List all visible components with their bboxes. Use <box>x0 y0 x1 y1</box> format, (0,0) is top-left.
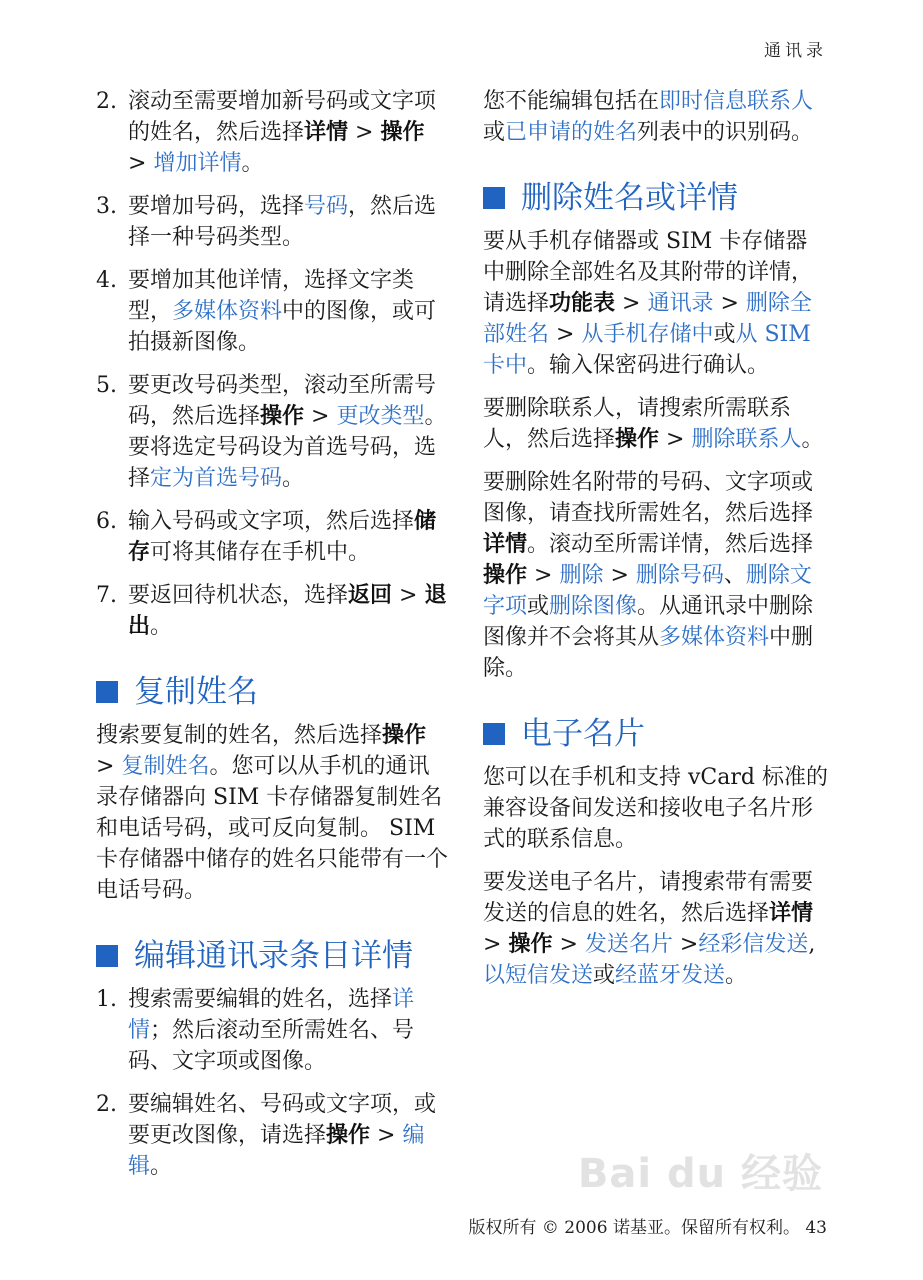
menu-path-link[interactable]: 详情 <box>128 987 415 1043</box>
text-run: > <box>96 754 122 779</box>
menu-path-link[interactable]: 增加详情 <box>153 151 242 176</box>
text-run: > <box>483 932 509 957</box>
text-run: 您可以在手机和支持 vCard 标准的兼容设备间发送和接收电子名片形式的联系信息。 <box>483 765 828 852</box>
menu-path-link[interactable]: 以短信发送 <box>483 963 594 988</box>
menu-path-link[interactable]: 删除号码 <box>635 563 724 588</box>
list-item-text <box>128 984 448 1077</box>
list-item-number: 1. <box>96 987 117 1012</box>
text-run: 列表中的识别码。 <box>637 120 814 145</box>
text-run: 或 <box>527 594 550 619</box>
text-run: , <box>808 932 816 957</box>
para-card-send <box>483 867 828 991</box>
heading-delete <box>483 178 828 218</box>
list-item-number: 2. <box>96 89 117 114</box>
list-item <box>96 370 448 494</box>
text-run: > <box>552 932 585 957</box>
list-item <box>96 984 448 1077</box>
list-item-number: 2. <box>96 1092 117 1117</box>
text-run: 。输入保密码进行确认。 <box>527 353 770 378</box>
text-run: > <box>549 322 582 347</box>
text-run: 中的图像，或可拍摄新图像。 <box>128 299 437 355</box>
heading-delete-text: 删除姓名或详情 <box>521 180 738 216</box>
text-run: 。您可以从手机的通讯录存储器向 SIM 卡存储器复制姓名和电话号码，或可反向复制。 SIM 卡存储器中储存的姓名只能带有一个电话号码。 <box>96 754 449 903</box>
menu-path-link[interactable]: 删除全部姓名 <box>483 291 812 347</box>
menu-path-link[interactable]: 多媒体资料 <box>172 299 283 324</box>
heading-edit-entry <box>96 936 448 976</box>
heading-edit-entry-text: 编辑通讯录条目详情 <box>134 938 413 974</box>
text-run: > <box>304 404 337 429</box>
list-item-number: 5. <box>96 373 117 398</box>
text-run: > <box>603 563 636 588</box>
menu-path-link[interactable]: 即时信息联系人 <box>659 89 814 114</box>
menu-path-link[interactable]: 已申请的姓名 <box>505 120 638 145</box>
para-copy-name <box>96 720 448 906</box>
menu-term: 操作 <box>483 562 528 588</box>
watermark-logo: Bai du 经验 <box>577 1151 823 1197</box>
section-square-icon <box>96 681 118 703</box>
menu-term: 详情 <box>483 531 528 557</box>
menu-path-link[interactable]: 编辑 <box>128 1123 425 1179</box>
text-run: 搜索需要编辑的姓名，选择 <box>128 987 393 1012</box>
text-run: 。要将选定号码设为首选号码，选择 <box>128 404 447 491</box>
text-run: 滚动至需要增加新号码或文字项的姓名，然后选择 <box>128 89 437 145</box>
text-run: > <box>128 151 154 176</box>
text-run: > <box>713 291 746 316</box>
menu-term: 操作 <box>382 722 427 748</box>
text-run: ，然后选择一种号码类型。 <box>128 194 437 250</box>
text-run: > <box>672 932 699 957</box>
text-run: 要编辑姓名、号码或文字项，或要更改图像，请选择 <box>128 1092 437 1148</box>
text-run: > <box>659 427 692 452</box>
list-item-text <box>128 86 448 179</box>
menu-path-link[interactable]: 删除 <box>559 563 604 588</box>
menu-path-link[interactable]: 通讯录 <box>647 291 714 316</box>
section-square-icon <box>483 723 505 745</box>
heading-copy-name <box>96 672 448 712</box>
menu-term: 返回 <box>348 582 393 608</box>
para-intro <box>483 86 828 148</box>
menu-path-link[interactable]: 从 SIM 卡中 <box>483 322 811 378</box>
list-item-number: 6. <box>96 509 117 534</box>
list-item-number: 3. <box>96 194 117 219</box>
para-delete-details <box>483 467 828 684</box>
heading-business-card <box>483 714 828 754</box>
list-item-number: 4. <box>96 268 117 293</box>
text-run: 或 <box>593 963 616 988</box>
para-delete-all <box>483 226 828 381</box>
text-run: > <box>348 120 381 145</box>
text-run: 。 <box>282 466 305 491</box>
text-run: 。 <box>801 427 824 452</box>
menu-path-link[interactable]: 多媒体资料 <box>659 625 770 650</box>
footer-copyright: 版权所有 © 2006 诺基亚。保留所有权利。 <box>468 1218 800 1238</box>
menu-term: 操作 <box>615 426 660 452</box>
menu-term: 操作 <box>380 119 425 145</box>
steps-list-b <box>96 984 448 1182</box>
list-item-number: 7. <box>96 583 117 608</box>
list-item <box>96 506 448 568</box>
text-run: 要删除联系人，请搜索所需联系人，然后选择 <box>483 396 792 452</box>
menu-path-link[interactable]: 号码 <box>304 194 349 219</box>
text-run: 或 <box>713 322 736 347</box>
text-run: 。 <box>725 963 748 988</box>
list-item-text <box>128 370 448 494</box>
text-run: 要增加其他详情，选择文字类型， <box>128 268 415 324</box>
steps-list-a <box>96 86 448 642</box>
menu-term: 功能表 <box>549 290 616 316</box>
text-run: 。 <box>241 151 264 176</box>
list-item-text <box>128 1089 448 1182</box>
text-run: 。滚动至所需详情，然后选择 <box>527 532 814 557</box>
header-title: 通讯录 <box>764 41 827 61</box>
text-run: 您不能编辑包括在 <box>483 89 660 114</box>
text-run: 要返回待机状态，选择 <box>128 583 349 608</box>
menu-path-link[interactable]: 删除文字项 <box>483 563 812 619</box>
menu-path-link[interactable]: 经彩信发送 <box>698 932 809 957</box>
list-item-text <box>128 265 448 358</box>
text-run: 要增加号码，选择 <box>128 194 305 219</box>
text-run: > <box>615 291 648 316</box>
menu-path-link[interactable]: 更改类型 <box>336 404 425 429</box>
menu-path-link[interactable]: 定为首选号码 <box>150 466 283 491</box>
list-item-text <box>128 580 448 642</box>
text-run: > <box>370 1123 403 1148</box>
menu-term: 详情 <box>304 119 349 145</box>
text-run: 搜索要复制的姓名，然后选择 <box>96 723 383 748</box>
menu-term: 操作 <box>260 403 305 429</box>
text-run: 。 <box>150 1154 173 1179</box>
list-item <box>96 86 448 179</box>
text-run: 要从手机存储器或 SIM 卡存储器中删除全部姓名及其附带的详情，请选择 <box>483 229 814 316</box>
text-run: 。从通讯录中删除图像并不会将其从 <box>483 594 814 650</box>
footer <box>468 1213 827 1238</box>
text-run: 或 <box>483 120 506 145</box>
section-square-icon <box>96 945 118 967</box>
list-item-text <box>128 191 448 253</box>
text-run: > <box>392 583 425 608</box>
menu-term: 详情 <box>769 900 814 926</box>
text-run: 。 <box>150 614 173 639</box>
menu-path-link[interactable]: 删除联系人 <box>691 427 802 452</box>
menu-term: 退出 <box>128 582 447 639</box>
page-number: 43 <box>805 1218 827 1238</box>
list-item-text <box>128 506 448 568</box>
menu-path-link[interactable]: 经蓝牙发送 <box>615 963 726 988</box>
text-run: 要删除姓名附带的号码、文字项或图像，请查找所需姓名，然后选择 <box>483 470 814 526</box>
right-column <box>483 86 828 1003</box>
text-run: ；然后滚动至所需姓名、号码、文字项或图像。 <box>128 1018 415 1074</box>
menu-path-link[interactable]: 发送名片 <box>584 932 673 957</box>
text-run: 要发送电子名片，请搜索带有需要发送的信息的姓名，然后选择 <box>483 870 814 926</box>
list-item <box>96 580 448 642</box>
menu-term: 储存 <box>128 508 437 565</box>
menu-path-link[interactable]: 复制姓名 <box>121 754 210 779</box>
section-square-icon <box>483 187 505 209</box>
text-run: 要更改号码类型，滚动至所需号码，然后选择 <box>128 373 437 429</box>
menu-path-link[interactable]: 从手机存储中 <box>581 322 714 347</box>
list-item <box>96 1089 448 1182</box>
para-delete-contact <box>483 393 828 455</box>
text-run: 可将其储存在手机中。 <box>150 540 371 565</box>
text-run: > <box>527 563 560 588</box>
list-item <box>96 265 448 358</box>
text-run: 、 <box>723 563 746 588</box>
heading-business-card-text: 电子名片 <box>521 716 645 752</box>
heading-copy-name-text: 复制姓名 <box>134 674 258 710</box>
menu-term: 操作 <box>326 1122 371 1148</box>
menu-path-link[interactable]: 删除图像 <box>549 594 638 619</box>
text-run: 输入号码或文字项，然后选择 <box>128 509 415 534</box>
left-column <box>96 86 448 1194</box>
text-run: 中删除。 <box>483 625 814 681</box>
list-item <box>96 191 448 253</box>
para-card-intro <box>483 762 828 855</box>
menu-term: 操作 <box>508 931 553 957</box>
